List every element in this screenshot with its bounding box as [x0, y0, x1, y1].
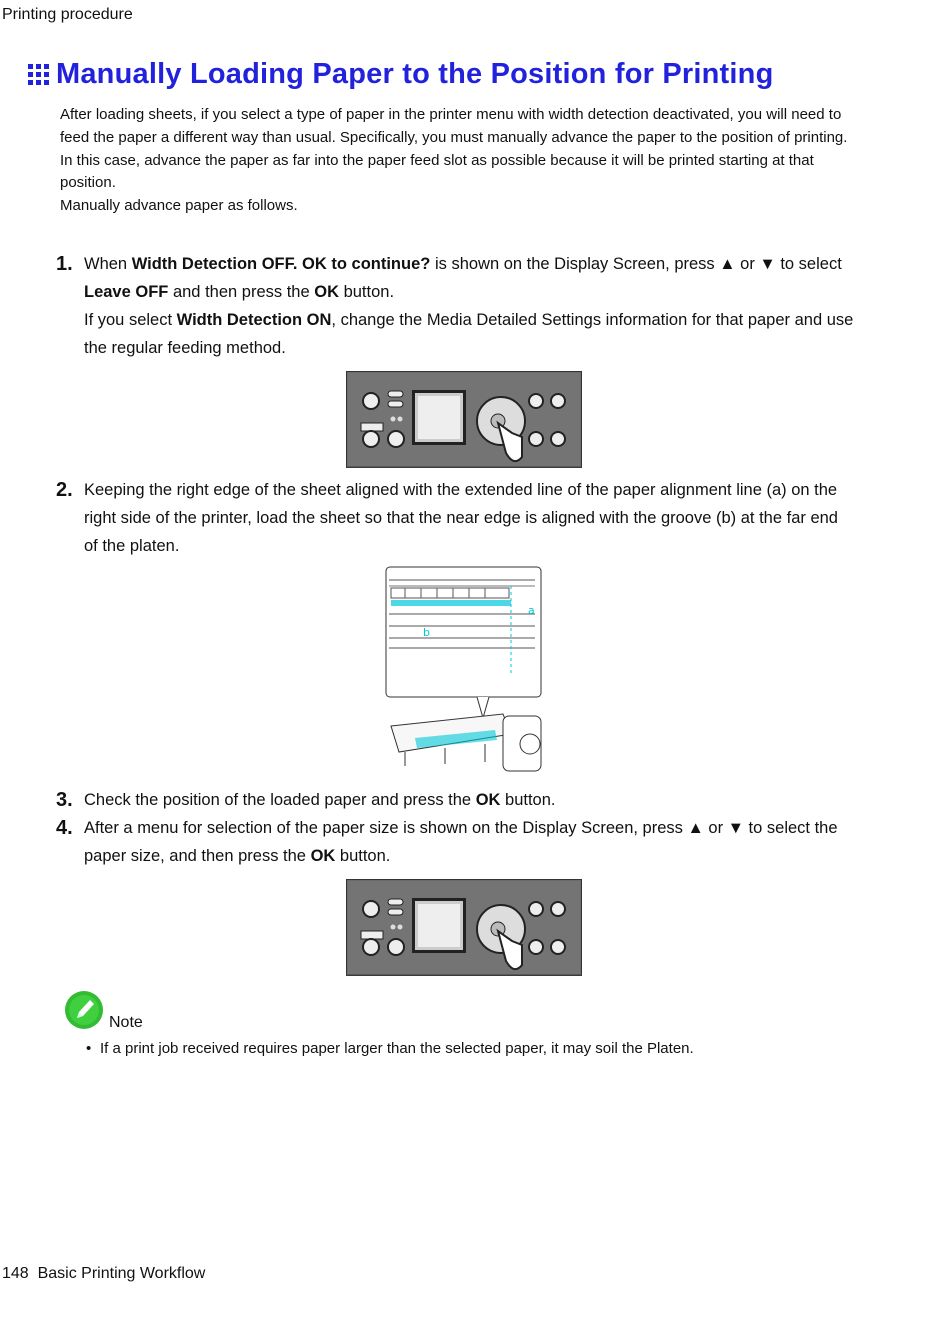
step-instruction: When Width Detection OFF. OK to continue? is shown on the Display Screen, press ▲ or ▼ to select Leave OFF and then press the OK button.	[84, 255, 842, 301]
page-title-row	[28, 58, 774, 91]
printer-alignment-figure	[385, 566, 545, 776]
step-body	[84, 814, 854, 870]
step-instruction: Check the position of the loaded paper and press the OK button.	[84, 791, 556, 809]
intro-paragraph: In this case, advance the paper as far into the paper feed slot as possible because it will be printed starting at that position.	[60, 151, 814, 192]
running-header: Printing procedure	[2, 6, 133, 23]
step-number: 2.	[56, 479, 73, 501]
step-body	[84, 476, 854, 560]
label-a: a	[528, 604, 535, 617]
pencil-note-icon	[64, 990, 104, 1030]
grid-icon	[28, 64, 50, 86]
step-number: 3.	[56, 789, 73, 811]
note-list	[86, 1040, 886, 1057]
intro-text	[60, 104, 860, 218]
page-footer	[2, 1265, 205, 1283]
step-number: 1.	[56, 253, 73, 275]
step-body	[84, 786, 854, 814]
control-panel-figure	[346, 371, 582, 468]
page-number: 148	[2, 1265, 29, 1282]
step-instruction: Keeping the right edge of the sheet aligned with the extended line of the paper alignment line (a) on the right side of the printer, load the sheet so that the near edge is aligned with the groove (b) at the far end of the platen.	[84, 481, 838, 555]
note-label: Note	[109, 1014, 143, 1031]
step-note: If you select Width Detection ON, change the Media Detailed Settings information for that paper and use the regular feeding method.	[84, 311, 854, 357]
step-instruction: After a menu for selection of the paper size is shown on the Display Screen, press ▲ or ▼ to select the paper size, and then press the OK button.	[84, 819, 838, 865]
note-item: • If a print job received requires paper larger than the selected paper, it may soil the Platen.	[86, 1040, 886, 1057]
page-title: Manually Loading Paper to the Position for Printing	[56, 58, 774, 90]
footer-section: Basic Printing Workflow	[37, 1265, 206, 1282]
intro-paragraph: Manually advance paper as follows.	[60, 197, 298, 215]
label-b: b	[423, 626, 430, 639]
step-number: 4.	[56, 817, 73, 839]
intro-paragraph: After loading sheets, if you select a type of paper in the printer menu with width detection deactivated, you will need to feed the paper a different way than usual. Specifically, you must manually advance the paper to the position of printing.	[60, 106, 848, 146]
step-body	[84, 250, 854, 362]
control-panel-figure	[346, 879, 582, 976]
